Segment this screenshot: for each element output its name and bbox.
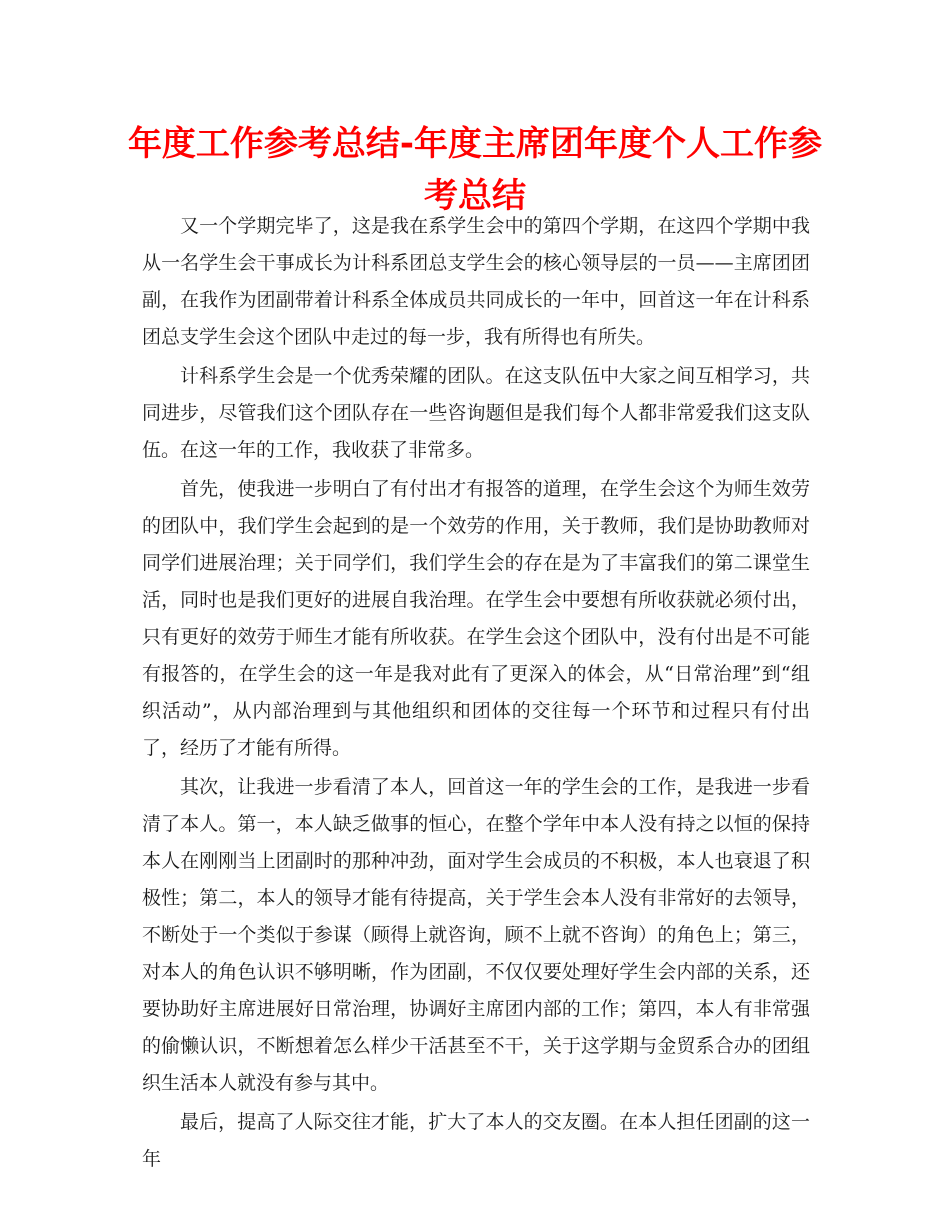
paragraph-5: 最后，提高了人际交往才能，扩大了本人的交友圈。在本人担任团副的这一年	[142, 1111, 810, 1170]
paragraph-1: 又一个学期完毕了，这是我在系学生会中的第四个学期，在这四个学期中我从一名学生会干事成长为计科系团总支学生会的核心领导层的一员——主席团团副，在我作为团副带着计科系全体成员共同成长的一年中，回首这一年在计科系团总支学生会这个团队中走过的每一步，我有所得也有所失。	[142, 215, 810, 348]
document-body	[142, 208, 810, 1178]
paragraph-4: 其次，让我进一步看清了本人，回首这一年的学生会的工作，是我进一步看清了本人。第一，本人缺乏做事的恒心，在整个学年中本人没有持之以恒的保持本人在刚刚当上团副时的那种冲劲，面对学生会成员的不积极，本人也衰退了积极性；第二，本人的领导才能有待提高，关于学生会本人没有非常好的去领导，不断处于一个类似于参谋（顾得上就咨询，顾不上就不咨询）的角色上；第三，对本人的角色认识不够明晰，作为团副，不仅仅要处理好学生会内部的关系，还要协助好主席进展好日常治理，协调好主席团内部的工作；第四，本人有非常强的偷懒认识，不断想着怎么样少干活甚至不干，关于这学期与金贸系合办的团组织生活本人就没有参与其中。	[142, 776, 810, 1094]
paragraph-3: 首先，使我进一步明白了有付出才有报答的道理，在学生会这个为师生效劳的团队中，我们学生会起到的是一个效劳的作用，关于教师，我们是协助教师对同学们进展治理；关于同学们，我们学生会的存在是为了丰富我们的第二课堂生活，同时也是我们更好的进展自我治理。在学生会中要想有所收获就必须付出，只有更好的效劳于师生才能有所收获。在学生会这个团队中，没有付出是不可能有报答的，在学生会的这一年是我对此有了更深入的体会，从“日常治理”到“组织活动”，从内部治理到与其他组织和团体的交往每一个环节和过程只有付出了，经历了才能有所得。	[142, 478, 810, 759]
paragraph-2: 计科系学生会是一个优秀荣耀的团队。在这支队伍中大家之间互相学习，共同进步，尽管我们这个团队存在一些咨询题但是我们每个人都非常爱我们这支队伍。在这一年的工作，我收获了非常多。	[142, 365, 810, 461]
document-title: 年度工作参考总结-年度主席团年度个人工作参考总结	[127, 124, 823, 216]
